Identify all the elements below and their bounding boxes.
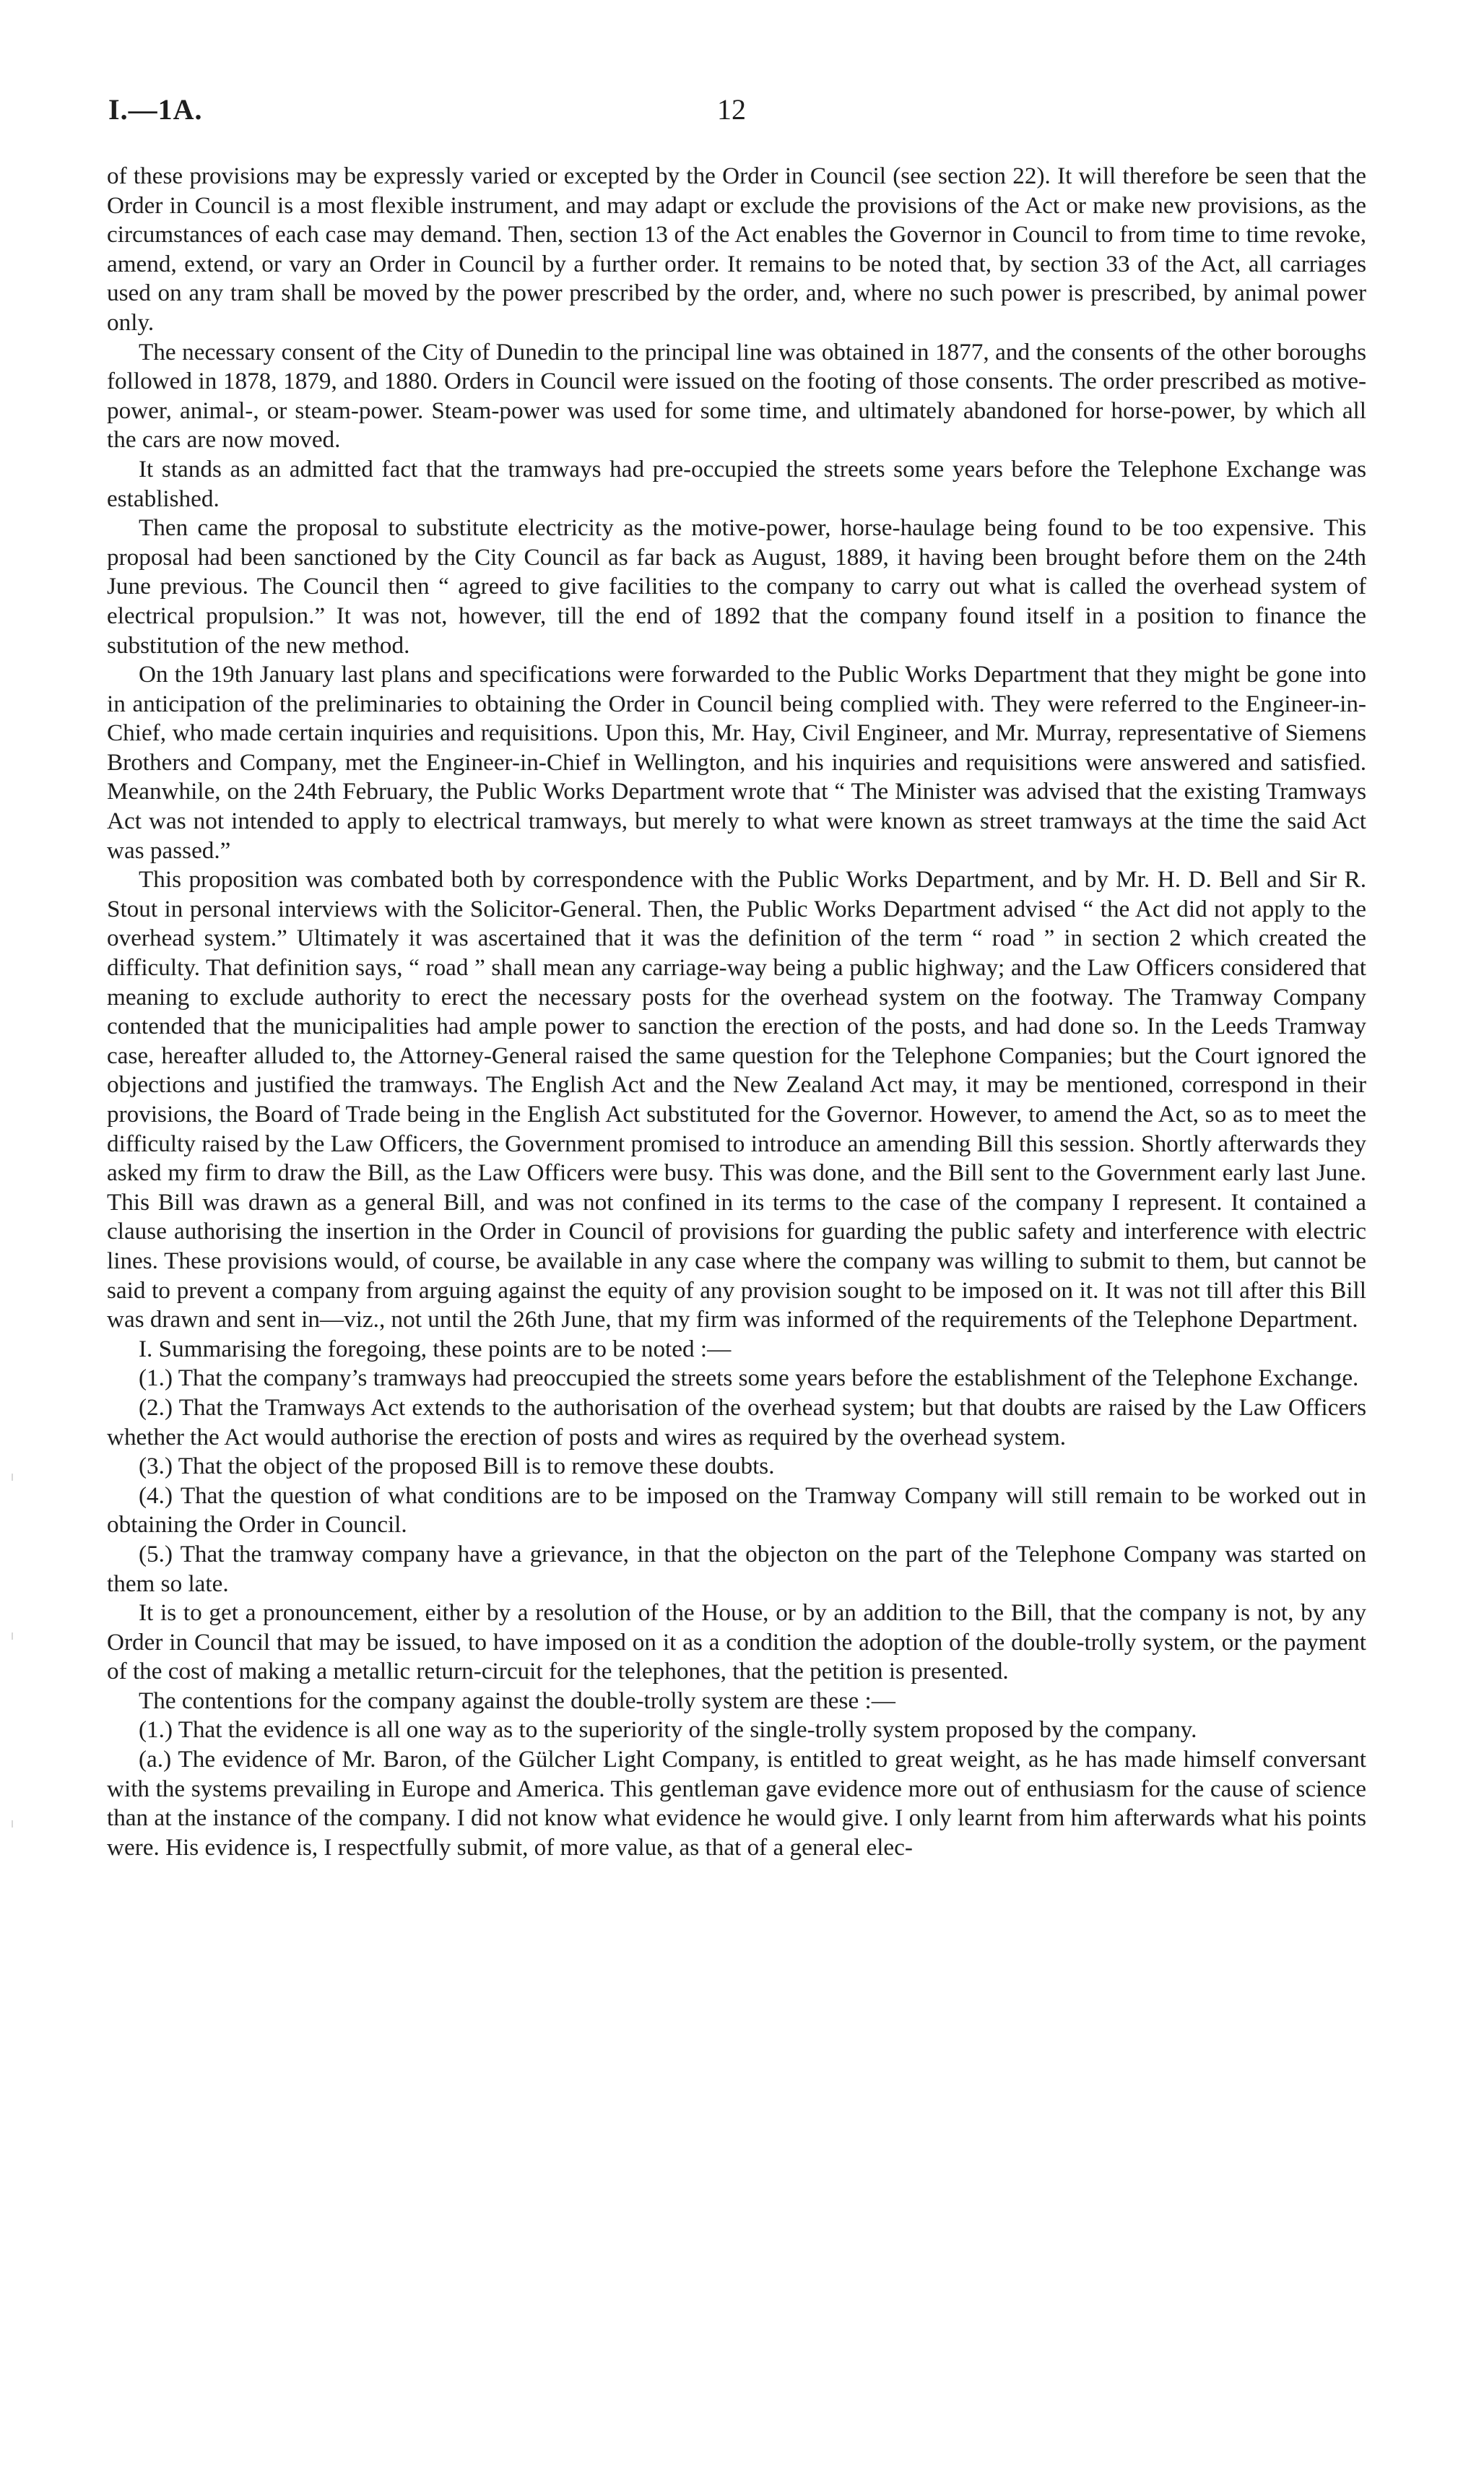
paragraph-order-in-council-provisions: of these provisions may be expressly varied or excepted by the Order in Council (see section 22). It will therefore be seen that the Order in Council is a most flexible instrument, and may adapt or exclude the provisions of the Act or make new provisions, as the circumstances of each case may demand. Then, section 13 of the Act enables the Governor in Council to from time to time revoke, amend, extend, or vary an Order in Council by a further order. It remains to be noted that, by section 33 of the Act, all carriages used on any tram shall be moved by the power prescribed by the order, and, where no such power is prescribed, by animal power only. [107,163,1366,336]
paragraph-point-1: (1.) That the company’s tramways had preoccupied the streets some years before the establishment of the Telephone Exchange. [139,1364,1359,1392]
paragraph-contention-1a: (a.) The evidence of Mr. Baron, of the Gülcher Light Company, is entitled to great weight, as he has made himself conversant with the systems prevailing in Europe and America. This gentleman gave evidence more out of enthusiasm for the cause of science than at the instance of the company. I did not know what evidence he would give. I only learnt from him afterwards what his points were. His evidence is, I respectfully submit, of more value, as that of a general elec- [107,1746,1366,1861]
paragraph-contentions-intro: The contentions for the company against the double-trolly system are these :— [139,1687,895,1714]
paragraph-electricity-proposal: Then came the proposal to substitute electricity as the motive-power, horse-haulage being found to be too expensive. This proposal had been sanctioned by the City Council as far back as August, 1889, it having been brought before them on the 24th June previous. The Council then “ agreed to give facilities to the company to carry out what is called the overhead system of electrical propulsion.” It was not, however, till the end of 1892 that the company found itself in a position to finance the substitution of the new method. [107,514,1366,659]
margin-mark [12,1474,13,1481]
body-text [107,162,1366,1862]
document-reference: I.—1A. [108,93,203,126]
paragraph-point-4: (4.) That the question of what conditions are to be imposed on the Tramway Company will still remain to be worked out in obtaining the Order in Council. [107,1482,1366,1539]
paragraph-point-3: (3.) That the object of the proposed Bill is to remove these doubts. [139,1453,775,1480]
paragraph-point-2: (2.) That the Tramways Act extends to the authorisation of the overhead system; but that doubts are raised by the Law Officers whether the Act would authorise the erection of posts and wires as required by the overhead system. [107,1393,1366,1450]
margin-mark [12,1820,13,1828]
paragraph-contention-1: (1.) That the evidence is all one way as to the superiority of the single-trolly system proposed by the company. [139,1716,1197,1744]
page-header [108,92,1365,136]
paragraph-plans-forwarded: On the 19th January last plans and specifications were forwarded to the Public Works Department that they might be gone into in anticipation of the preliminaries to obtaining the Order in Council being complied with. They were referred to the Engineer-in-Chief, who made certain inquiries and requisitions. Upon this, Mr. Hay, Civil Engineer, and Mr. Murray, representative of Siemens Brothers and Company, met the Engineer-in-Chief in Wellington, and his inquiries and requisitions were answered and satisfied. Meanwhile, on the 24th February, the Public Works Department wrote that “ The Minister was advised that the existing Tramways Act was not intended to apply to electrical tramways, but merely to what were known as street tramways at the time the said Act was passed.” [107,661,1366,864]
page-number: 12 [717,93,746,126]
paragraph-point-5: (5.) That the tramway company have a grievance, in that the objecton on the part of the Telephone Company was started on them so late. [107,1540,1366,1597]
margin-mark [12,1632,13,1640]
paragraph-dunedin-consent: The necessary consent of the City of Dunedin to the principal line was obtained in 1877, and the consents of the other boroughs followed in 1878, 1879, and 1880. Orders in Council were issued on the footing of those consents. The order prescribed as motive-power, animal-, or steam-power. Steam-power was used for some time, and ultimately abandoned for horse-power, by which all the cars are now moved. [107,338,1366,454]
paragraph-tramways-preoccupied: It stands as an admitted fact that the tramways had pre-occupied the streets some years before the Telephone Exchange was established. [107,455,1366,512]
paragraph-summary-intro: I. Summarising the foregoing, these points are to be noted :— [139,1335,732,1362]
paragraph-pronouncement: It is to get a pronouncement, either by a resolution of the House, or by an addition to the Bill, that the company is not, by any Order in Council that may be issued, to have imposed on it as a condition the adoption of the double-trolly system, or the payment of the cost of making a metallic return-circuit for the telephones, that the petition is presented. [107,1599,1366,1685]
paragraph-proposition-combated: This proposition was combated both by correspondence with the Public Works Department, and by Mr. H. D. Bell and Sir R. Stout in personal interviews with the Solicitor-General. Then, the Public Works Department advised “ the Act did not apply to the overhead system.” Ultimately it was ascertained that it was the definition of the term “ road ” in section 2 which created the difficulty. That definition says, “ road ” shall mean any carriage-way being a public highway; and the Law Officers considered that meaning to exclude authority to erect the necessary posts for the overhead system on the footway. The Tramway Company contended that the municipalities had ample power to sanction the erection of the posts, and had done so. In the Leeds Tramway case, hereafter alluded to, the Attorney-General raised the same question for the Telephone Companies; but the Court ignored the objections and justified the tramways. The English Act and the New Zealand Act may, it may be mentioned, correspond in their provisions, the Board of Trade being in the English Act substituted for the Governor. However, to amend the Act, so as to meet the difficulty raised by the Law Officers, the Government promised to introduce an amending Bill this session. Shortly afterwards they asked my firm to draw the Bill, as the Law Officers were busy. This was done, and the Bill sent to the Government early last June. This Bill was drawn as a general Bill, and was not confined in its terms to the case of the company I represent. It contained a clause authorising the insertion in the Order in Council of provisions for guarding the public safety and interference with electric lines. These provisions would, of course, be available in any case where the company was willing to submit to them, but cannot be said to prevent a company from arguing against the equity of any provision sought to be imposed on it. It was not till after this Bill was drawn and sent in—viz., not until the 26th June, that my firm was informed of the requirements of the Telephone Department. [107,866,1366,1333]
